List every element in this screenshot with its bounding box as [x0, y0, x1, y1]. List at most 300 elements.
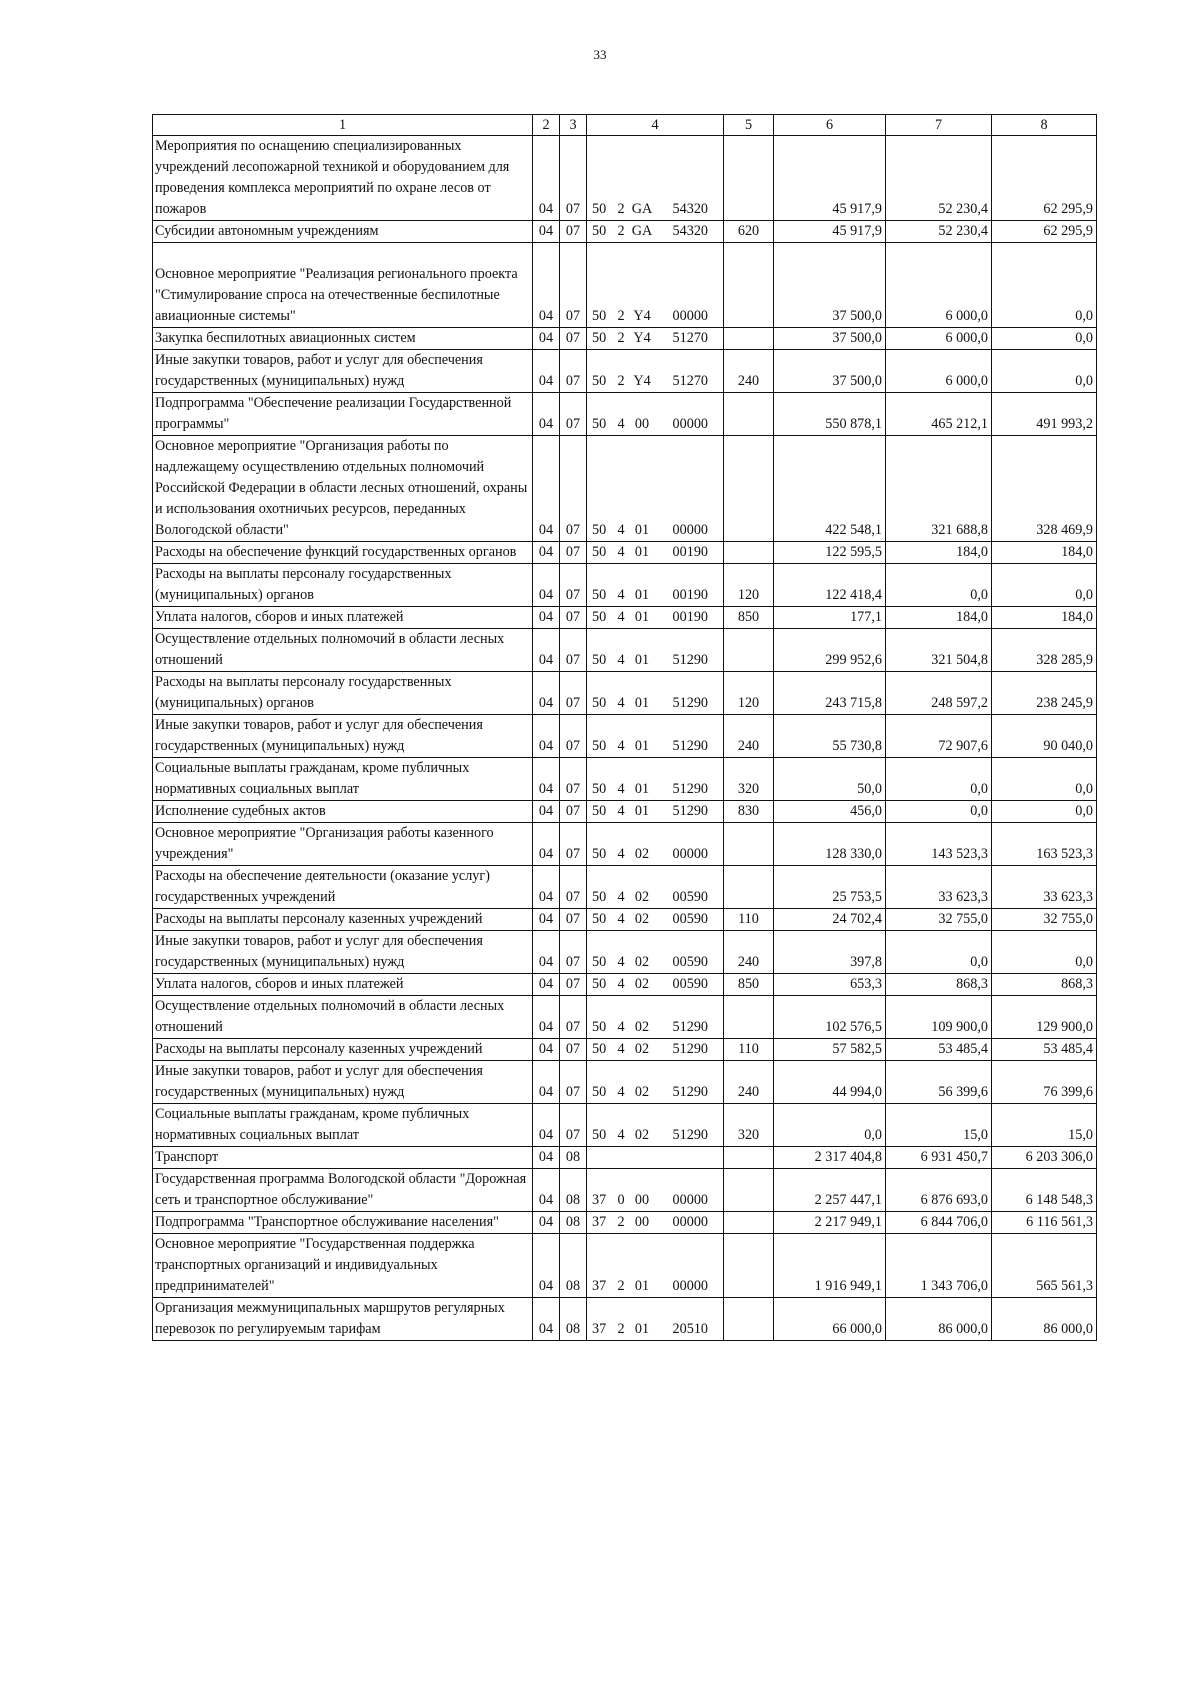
header-cell: 3 [560, 115, 587, 136]
row-name-text: Основное мероприятие "Государственная поддержка транспортных организаций и индивидуальных предпринимателей" [155, 1236, 475, 1294]
target-article-part: 4 [617, 911, 625, 927]
section-code: 04 [533, 1298, 560, 1341]
target-article-part: Y4 [633, 373, 651, 389]
row-name-text: Расходы на выплаты персоналу казенных учреждений [155, 1041, 483, 1057]
amount-col-8: 86 000,0 [992, 1298, 1097, 1341]
table-row [153, 996, 1097, 1039]
target-article-part: 50 [592, 846, 607, 862]
amount-col-7: 0,0 [886, 931, 992, 974]
amount-col-7: 6 000,0 [886, 328, 992, 350]
target-article-part: 2 [617, 373, 625, 389]
table-row [153, 1147, 1097, 1169]
amount-col-8: 15,0 [992, 1104, 1097, 1147]
target-article-part: 37 [592, 1214, 607, 1230]
amount-col-6: 25 753,5 [774, 866, 886, 909]
target-article-code [587, 564, 724, 607]
target-article-part: 51290 [672, 1127, 708, 1143]
target-article-part: 50 [592, 308, 607, 324]
amount-col-6: 45 917,9 [774, 136, 886, 221]
target-article-part: 37 [592, 1321, 607, 1337]
subsection-code: 07 [560, 393, 587, 436]
target-article-code [587, 866, 724, 909]
section-code: 04 [533, 136, 560, 221]
subsection-code: 08 [560, 1169, 587, 1212]
target-article-part: 02 [634, 911, 650, 927]
target-article-code [587, 136, 724, 221]
expense-type-code [724, 1169, 774, 1212]
target-article-part: 00000 [672, 522, 708, 538]
row-name-text: Исполнение судебных актов [155, 803, 326, 819]
target-article-part: 4 [617, 522, 625, 538]
expense-type-code: 240 [724, 350, 774, 393]
table-row [153, 1169, 1097, 1212]
target-article-part: 4 [617, 587, 625, 603]
target-article-part: 4 [617, 1019, 625, 1035]
target-article-part: 4 [617, 695, 625, 711]
target-article-part: 00190 [672, 609, 708, 625]
row-name-text: Расходы на выплаты персоналу казенных учреждений [155, 911, 483, 927]
target-article-part: 50 [592, 587, 607, 603]
row-name [153, 1147, 533, 1169]
amount-col-7: 184,0 [886, 542, 992, 564]
section-code: 04 [533, 393, 560, 436]
amount-col-7: 32 755,0 [886, 909, 992, 931]
row-name [153, 350, 533, 393]
section-code: 04 [533, 350, 560, 393]
expense-type-code: 120 [724, 672, 774, 715]
target-article-part: 4 [617, 781, 625, 797]
expense-type-code: 110 [724, 1039, 774, 1061]
table-row [153, 1298, 1097, 1341]
target-article-part: 2 [617, 223, 625, 239]
table-row [153, 136, 1097, 221]
amount-col-6: 128 330,0 [774, 823, 886, 866]
target-article-part: 50 [592, 803, 607, 819]
target-article-part: 4 [617, 1127, 625, 1143]
section-code: 04 [533, 629, 560, 672]
row-name [153, 243, 533, 328]
section-code: 04 [533, 823, 560, 866]
amount-col-8: 62 295,9 [992, 221, 1097, 243]
subsection-code: 07 [560, 564, 587, 607]
table-row [153, 1104, 1097, 1147]
table-row [153, 801, 1097, 823]
target-article-part: 00000 [672, 1192, 708, 1208]
subsection-code: 07 [560, 542, 587, 564]
amount-col-6: 55 730,8 [774, 715, 886, 758]
row-name [153, 436, 533, 542]
row-name-text: Расходы на выплаты персоналу государственных (муниципальных) органов [155, 674, 452, 711]
amount-col-8: 6 203 306,0 [992, 1147, 1097, 1169]
amount-col-8: 328 285,9 [992, 629, 1097, 672]
amount-col-8: 53 485,4 [992, 1039, 1097, 1061]
subsection-code: 08 [560, 1212, 587, 1234]
expense-type-code [724, 328, 774, 350]
expense-type-code: 240 [724, 931, 774, 974]
section-code: 04 [533, 931, 560, 974]
table-row [153, 629, 1097, 672]
amount-col-8: 76 399,6 [992, 1061, 1097, 1104]
target-article-part: 50 [592, 330, 607, 346]
amount-col-7: 184,0 [886, 607, 992, 629]
target-article-code [587, 974, 724, 996]
target-article-code [587, 1147, 724, 1169]
row-name-text: Расходы на обеспечение деятельности (оказание услуг) государственных учреждений [155, 868, 490, 905]
amount-col-7: 6 844 706,0 [886, 1212, 992, 1234]
target-article-part: 51290 [672, 695, 708, 711]
amount-col-7: 1 343 706,0 [886, 1234, 992, 1298]
expense-type-code [724, 1234, 774, 1298]
row-name [153, 931, 533, 974]
table-row [153, 715, 1097, 758]
amount-col-7: 86 000,0 [886, 1298, 992, 1341]
section-code: 04 [533, 909, 560, 931]
target-article-part: 50 [592, 1041, 607, 1057]
target-article-part: 2 [617, 1214, 625, 1230]
expense-type-code: 320 [724, 1104, 774, 1147]
amount-col-6: 45 917,9 [774, 221, 886, 243]
amount-col-7: 248 597,2 [886, 672, 992, 715]
target-article-part: 02 [634, 846, 650, 862]
amount-col-6: 299 952,6 [774, 629, 886, 672]
target-article-part: 0 [617, 1192, 625, 1208]
target-article-code [587, 243, 724, 328]
target-article-part: GA [631, 201, 653, 217]
section-code: 04 [533, 436, 560, 542]
amount-col-8: 238 245,9 [992, 672, 1097, 715]
table-row [153, 1039, 1097, 1061]
amount-col-8: 868,3 [992, 974, 1097, 996]
target-article-part: 51290 [672, 1041, 708, 1057]
row-name-text: Расходы на выплаты персоналу государственных (муниципальных) органов [155, 566, 452, 603]
amount-col-6: 653,3 [774, 974, 886, 996]
target-article-part: 4 [617, 954, 625, 970]
subsection-code: 07 [560, 974, 587, 996]
amount-col-8: 491 993,2 [992, 393, 1097, 436]
row-name [153, 1104, 533, 1147]
table-row [153, 1234, 1097, 1298]
header-cell: 2 [533, 115, 560, 136]
header-cell: 1 [153, 115, 533, 136]
target-article-part: 00000 [672, 1278, 708, 1294]
row-name-text: Осуществление отдельных полномочий в области лесных отношений [155, 998, 505, 1035]
amount-col-8: 62 295,9 [992, 136, 1097, 221]
table-row [153, 672, 1097, 715]
amount-col-8: 0,0 [992, 801, 1097, 823]
target-article-part: 01 [634, 609, 650, 625]
target-article-code [587, 715, 724, 758]
section-code: 04 [533, 221, 560, 243]
amount-col-6: 456,0 [774, 801, 886, 823]
target-article-part: 00190 [672, 587, 708, 603]
target-article-part: 2 [617, 308, 625, 324]
amount-col-6: 37 500,0 [774, 350, 886, 393]
row-name [153, 758, 533, 801]
section-code: 04 [533, 801, 560, 823]
row-name-text: Уплата налогов, сборов и иных платежей [155, 609, 404, 625]
target-article-code [587, 996, 724, 1039]
section-code: 04 [533, 758, 560, 801]
amount-col-7: 321 504,8 [886, 629, 992, 672]
subsection-code: 07 [560, 823, 587, 866]
target-article-part: 00 [634, 416, 650, 432]
target-article-part: 01 [634, 544, 650, 560]
target-article-part: 02 [634, 889, 650, 905]
row-name [153, 1169, 533, 1212]
target-article-part: 37 [592, 1192, 607, 1208]
table-row [153, 909, 1097, 931]
table-row [153, 866, 1097, 909]
target-article-part: 4 [617, 846, 625, 862]
amount-col-6: 66 000,0 [774, 1298, 886, 1341]
target-article-part: 50 [592, 544, 607, 560]
subsection-code: 07 [560, 672, 587, 715]
target-article-code [587, 1104, 724, 1147]
expense-type-code: 240 [724, 715, 774, 758]
target-article-part: Y4 [633, 308, 651, 324]
target-article-part: 4 [617, 544, 625, 560]
amount-col-7: 6 876 693,0 [886, 1169, 992, 1212]
target-article-part: 02 [634, 1084, 650, 1100]
row-name [153, 221, 533, 243]
row-name [153, 996, 533, 1039]
section-code: 04 [533, 1039, 560, 1061]
target-article-part: 51290 [672, 1084, 708, 1100]
amount-col-7: 868,3 [886, 974, 992, 996]
expense-type-code [724, 136, 774, 221]
target-article-part: 4 [617, 738, 625, 754]
section-code: 04 [533, 328, 560, 350]
subsection-code: 07 [560, 607, 587, 629]
amount-col-7: 56 399,6 [886, 1061, 992, 1104]
amount-col-8: 328 469,9 [992, 436, 1097, 542]
amount-col-8: 0,0 [992, 350, 1097, 393]
amount-col-8: 565 561,3 [992, 1234, 1097, 1298]
row-name-text: Субсидии автономным учреждениям [155, 223, 379, 239]
amount-col-8: 32 755,0 [992, 909, 1097, 931]
subsection-code: 07 [560, 996, 587, 1039]
subsection-code: 07 [560, 1039, 587, 1061]
row-name [153, 715, 533, 758]
target-article-part: 51270 [672, 330, 708, 346]
row-name-text: Основное мероприятие "Организация работы по надлежащему осуществлению отдельных полномочий Российской Федерации в области лесных отношений, охраны и использования охотничьих ресурсов, переданных Вологодской области" [155, 438, 528, 538]
target-article-part: 4 [617, 609, 625, 625]
section-code: 04 [533, 542, 560, 564]
target-article-code [587, 1169, 724, 1212]
target-article-code [587, 1234, 724, 1298]
target-article-part: 54320 [672, 201, 708, 217]
row-name [153, 328, 533, 350]
row-name [153, 564, 533, 607]
amount-col-6: 24 702,4 [774, 909, 886, 931]
row-name-text: Транспорт [155, 1149, 219, 1165]
row-name-text: Осуществление отдельных полномочий в области лесных отношений [155, 631, 505, 668]
expense-type-code: 240 [724, 1061, 774, 1104]
target-article-part: 01 [634, 781, 650, 797]
section-code: 04 [533, 564, 560, 607]
row-name-text: Социальные выплаты гражданам, кроме публичных нормативных социальных выплат [155, 1106, 470, 1143]
target-article-part: 4 [617, 976, 625, 992]
table-row [153, 542, 1097, 564]
amount-col-8: 6 148 548,3 [992, 1169, 1097, 1212]
target-article-part: 01 [634, 738, 650, 754]
amount-col-8: 0,0 [992, 243, 1097, 328]
table-row [153, 1061, 1097, 1104]
target-article-code [587, 629, 724, 672]
amount-col-6: 397,8 [774, 931, 886, 974]
target-article-code [587, 1212, 724, 1234]
subsection-code: 07 [560, 715, 587, 758]
subsection-code: 07 [560, 136, 587, 221]
section-code: 04 [533, 672, 560, 715]
amount-col-7: 143 523,3 [886, 823, 992, 866]
target-article-code [587, 1039, 724, 1061]
table-row [153, 607, 1097, 629]
expense-type-code: 120 [724, 564, 774, 607]
target-article-code [587, 607, 724, 629]
table-row [153, 221, 1097, 243]
target-article-part: 50 [592, 201, 607, 217]
target-article-part: 50 [592, 373, 607, 389]
section-code: 04 [533, 1212, 560, 1234]
row-name-text: Иные закупки товаров, работ и услуг для обеспечения государственных (муниципальных) нужд [155, 717, 483, 754]
row-name [153, 672, 533, 715]
table-row [153, 564, 1097, 607]
target-article-part: 2 [617, 1278, 625, 1294]
target-article-part: 50 [592, 1084, 607, 1100]
amount-col-8: 0,0 [992, 931, 1097, 974]
row-name [153, 823, 533, 866]
table-row [153, 758, 1097, 801]
target-article-part: 02 [634, 1041, 650, 1057]
amount-col-7: 0,0 [886, 801, 992, 823]
expense-type-code [724, 542, 774, 564]
expense-type-code [724, 1147, 774, 1169]
target-article-code [587, 758, 724, 801]
expense-type-code: 850 [724, 607, 774, 629]
row-name-text: Иные закупки товаров, работ и услуг для обеспечения государственных (муниципальных) нужд [155, 1063, 483, 1100]
target-article-code [587, 393, 724, 436]
target-article-part: 00190 [672, 544, 708, 560]
amount-col-8: 129 900,0 [992, 996, 1097, 1039]
target-article-part: 00590 [672, 911, 708, 927]
row-name-text: Закупка беспилотных авиационных систем [155, 330, 416, 346]
amount-col-7: 321 688,8 [886, 436, 992, 542]
target-article-part: 2 [617, 330, 625, 346]
subsection-code: 07 [560, 436, 587, 542]
table-header-row [153, 115, 1097, 136]
expense-type-code: 850 [724, 974, 774, 996]
amount-col-6: 57 582,5 [774, 1039, 886, 1061]
target-article-part: 02 [634, 1019, 650, 1035]
target-article-part: 50 [592, 976, 607, 992]
target-article-code [587, 672, 724, 715]
target-article-part: 51290 [672, 781, 708, 797]
target-article-part: 50 [592, 609, 607, 625]
target-article-code [587, 931, 724, 974]
row-name [153, 1234, 533, 1298]
target-article-part: 51290 [672, 652, 708, 668]
amount-col-7: 72 907,6 [886, 715, 992, 758]
target-article-part: 4 [617, 1041, 625, 1057]
row-name [153, 909, 533, 931]
row-name [153, 542, 533, 564]
row-name-text: Социальные выплаты гражданам, кроме публичных нормативных социальных выплат [155, 760, 470, 797]
target-article-part: 00000 [672, 416, 708, 432]
target-article-part: 02 [634, 954, 650, 970]
expense-type-code: 320 [724, 758, 774, 801]
target-article-part: 00000 [672, 1214, 708, 1230]
page-number: 33 [593, 47, 607, 62]
target-article-part: 01 [634, 1278, 650, 1294]
amount-col-7: 52 230,4 [886, 136, 992, 221]
amount-col-6: 122 595,5 [774, 542, 886, 564]
subsection-code: 07 [560, 629, 587, 672]
target-article-part: 50 [592, 911, 607, 927]
row-name-text: Мероприятия по оснащению специализированных учреждений лесопожарной техникой и оборудованием для проведения комплекса мероприятий по охране лесов от пожаров [155, 138, 510, 217]
amount-col-8: 0,0 [992, 328, 1097, 350]
expense-type-code [724, 996, 774, 1039]
section-code: 04 [533, 607, 560, 629]
section-code: 04 [533, 1104, 560, 1147]
amount-col-7: 6 931 450,7 [886, 1147, 992, 1169]
target-article-part: 50 [592, 738, 607, 754]
row-name-text: Иные закупки товаров, работ и услуг для обеспечения государственных (муниципальных) нужд [155, 933, 483, 970]
amount-col-6: 102 576,5 [774, 996, 886, 1039]
target-article-part: 4 [617, 889, 625, 905]
amount-col-6: 2 257 447,1 [774, 1169, 886, 1212]
expense-type-code [724, 243, 774, 328]
table-row [153, 974, 1097, 996]
section-code: 04 [533, 866, 560, 909]
target-article-part: 4 [617, 1084, 625, 1100]
row-name-text: Расходы на обеспечение функций государственных органов [155, 544, 517, 560]
target-article-part: 01 [634, 652, 650, 668]
amount-col-7: 6 000,0 [886, 243, 992, 328]
header-cell: 7 [886, 115, 992, 136]
target-article-code [587, 1061, 724, 1104]
target-article-part: 50 [592, 954, 607, 970]
subsection-code: 07 [560, 931, 587, 974]
row-name-text: Подпрограмма "Обеспечение реализации Государственной программы" [155, 395, 512, 432]
target-article-part: 00 [634, 1192, 650, 1208]
target-article-part: 00590 [672, 954, 708, 970]
target-article-part: 50 [592, 889, 607, 905]
expense-type-code [724, 866, 774, 909]
expense-type-code [724, 1298, 774, 1341]
amount-col-7: 53 485,4 [886, 1039, 992, 1061]
target-article-part: 4 [617, 652, 625, 668]
target-article-part: 50 [592, 781, 607, 797]
amount-col-7: 109 900,0 [886, 996, 992, 1039]
amount-col-8: 90 040,0 [992, 715, 1097, 758]
target-article-part: 01 [634, 695, 650, 711]
table-row [153, 393, 1097, 436]
amount-col-6: 2 217 949,1 [774, 1212, 886, 1234]
section-code: 04 [533, 715, 560, 758]
expense-type-code [724, 629, 774, 672]
row-name-text: Иные закупки товаров, работ и услуг для обеспечения государственных (муниципальных) нужд [155, 352, 483, 389]
target-article-part: 54320 [672, 223, 708, 239]
target-article-part: 01 [634, 803, 650, 819]
amount-col-8: 184,0 [992, 542, 1097, 564]
target-article-part: 51290 [672, 803, 708, 819]
target-article-part: 02 [634, 1127, 650, 1143]
amount-col-7: 0,0 [886, 564, 992, 607]
subsection-code: 07 [560, 350, 587, 393]
subsection-code: 07 [560, 909, 587, 931]
row-name [153, 974, 533, 996]
